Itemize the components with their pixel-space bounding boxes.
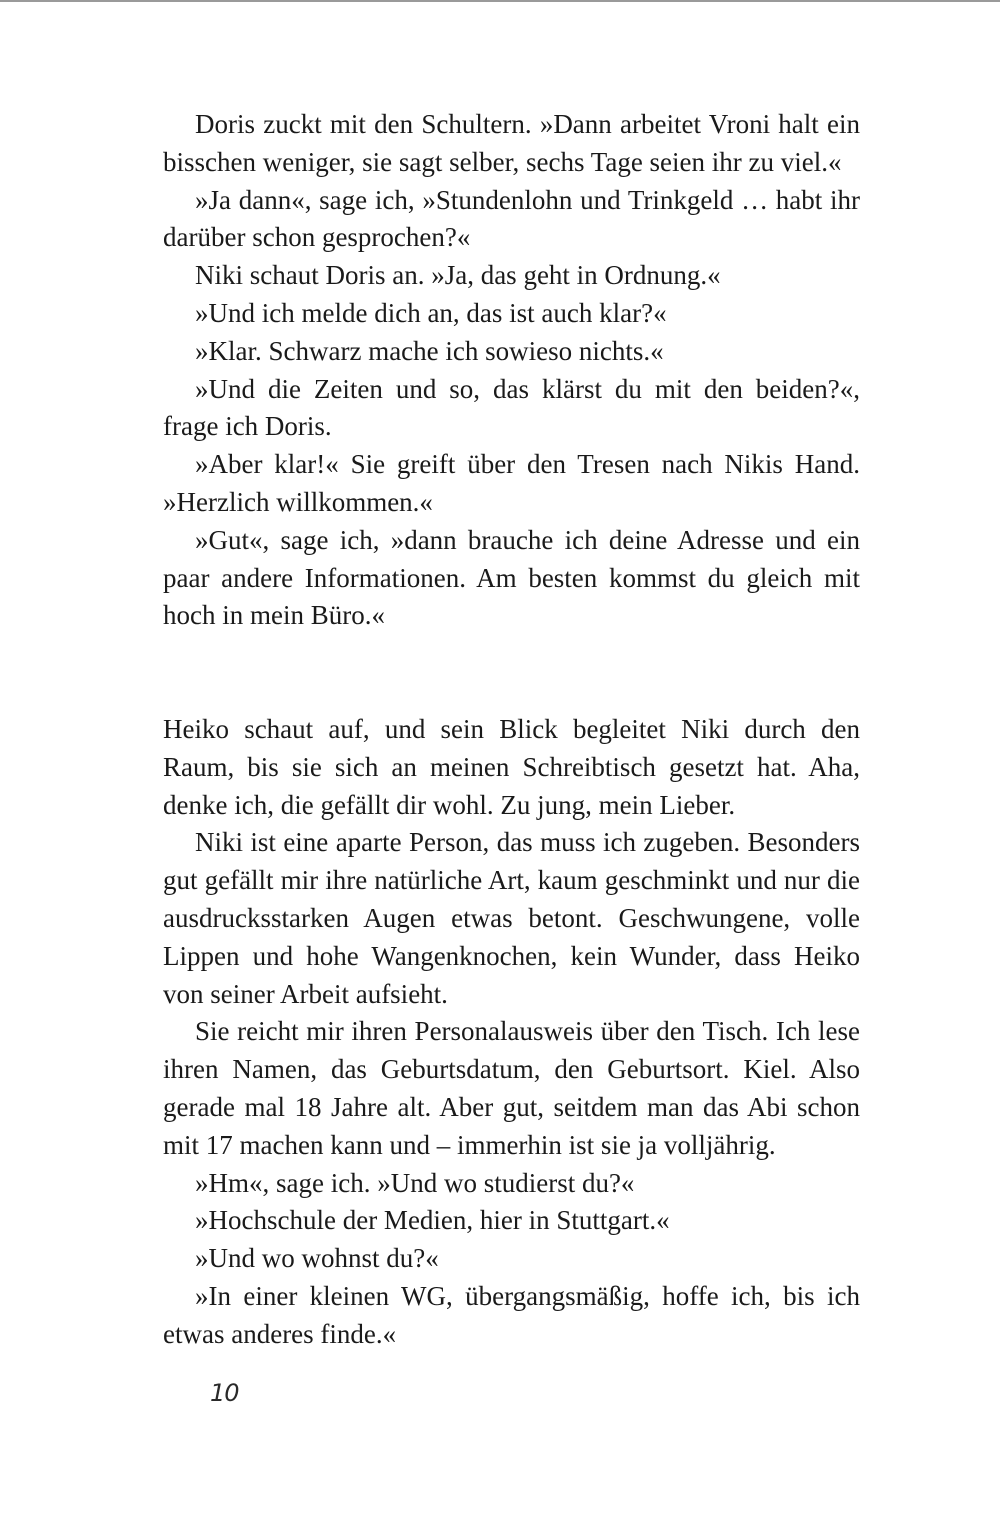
- paragraph: »Hochschule der Medien, hier in Stuttgart.«: [195, 1205, 670, 1236]
- paragraph: »Und wo wohnst du?«: [195, 1243, 439, 1274]
- paragraph: »Und die Zeiten und so, das klärst du mit den beiden?«, frage ich Doris.: [163, 373, 860, 442]
- paragraph: Niki schaut Doris an. »Ja, das geht in Ordnung.«: [195, 260, 721, 291]
- page-number: 10: [210, 1379, 239, 1407]
- paragraph: »Und ich melde dich an, das ist auch klar?«: [195, 297, 667, 328]
- paragraph: Heiko schaut auf, und sein Blick begleitet Niki durch den Raum, bis sie sich an meinen Schreibtisch gesetzt hat. Aha, denke ich, die gefällt dir wohl. Zu jung, mein Lieber.: [163, 714, 860, 820]
- top-border-line: [0, 0, 1000, 2]
- paragraph: »Klar. Schwarz mache ich sowieso nichts.«: [195, 335, 664, 366]
- paragraph: »In einer kleinen WG, übergangsmäßig, hoffe ich, bis ich etwas anderes finde.«: [163, 1280, 860, 1349]
- paragraph: Sie reicht mir ihren Personalausweis über den Tisch. Ich lese ihren Namen, das Geburtsdatum, den Geburtsort. Kiel. Also gerade mal 18 Jahre alt. Aber gut, seitdem man das Abi schon mit 17 machen kann und – immerhin ist sie ja volljährig.: [163, 1016, 860, 1160]
- paragraph: »Hm«, sage ich. »Und wo studierst du?«: [195, 1167, 635, 1198]
- paragraph: Niki ist eine aparte Person, das muss ich zugeben. Besonders gut gefällt mir ihre natürliche Art, kaum geschminkt und nur die ausdrucksstarken Augen etwas betont. Geschwungene, volle Lippen und hohe Wangenknochen, kein Wunder, dass Heiko von seiner Arbeit aufsieht.: [163, 827, 860, 1009]
- paragraph: »Gut«, sage ich, »dann brauche ich deine Adresse und ein paar andere Informationen. Am besten kommst du gleich mit hoch in mein Büro.«: [163, 524, 860, 631]
- text-section-1: [163, 106, 860, 635]
- text-section-2: [163, 711, 860, 1354]
- paragraph: Doris zuckt mit den Schultern. »Dann arbeitet Vroni halt ein bisschen weniger, sie sagt selber, sechs Tage seien ihr zu viel.«: [163, 109, 860, 177]
- paragraph: »Aber klar!« Sie greift über den Tresen nach Nikis Hand. »Herzlich willkommen.«: [163, 449, 860, 517]
- paragraph: »Ja dann«, sage ich, »Stundenlohn und Trinkgeld … habt ihr darüber schon gesprochen?«: [163, 184, 860, 253]
